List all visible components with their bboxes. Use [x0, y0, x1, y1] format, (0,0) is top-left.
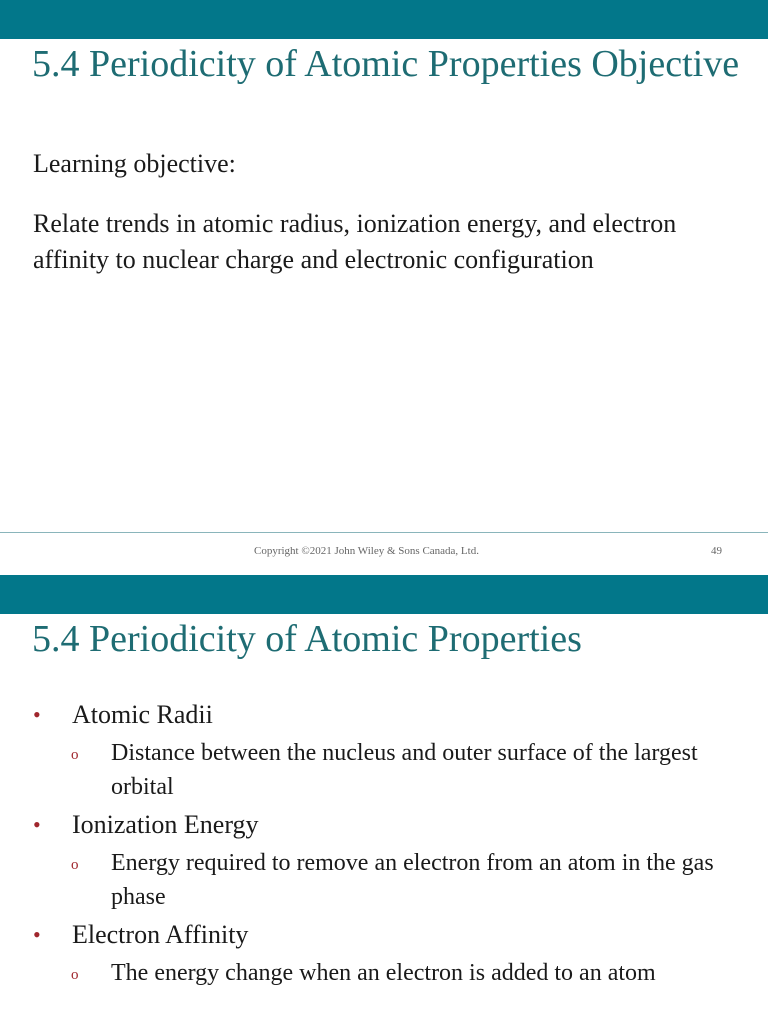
sub-bullet-text: Energy required to remove an electron from an atom in the gas phase: [111, 850, 714, 910]
sub-bullet-marker-icon: o: [71, 967, 79, 983]
slide-title: 5.4 Periodicity of Atomic Properties Objective: [32, 43, 740, 85]
bullet-marker-icon: •: [33, 922, 41, 947]
sub-bullet-marker-icon: o: [71, 747, 79, 763]
bullet-label: Electron Affinity: [72, 920, 249, 949]
objective-label: Learning objective:: [33, 149, 236, 178]
objective-text: Relate trends in atomic radius, ionization energy, and electron affinity to nuclear charge and electronic configuration: [33, 209, 677, 274]
bullet-marker-icon: •: [33, 702, 41, 727]
sub-item-atomic-radii-definition: [0, 736, 768, 804]
page-separator: [0, 560, 768, 575]
bullet-label: Ionization Energy: [72, 810, 259, 839]
bullet-list: [0, 698, 768, 994]
bullet-item-atomic-radii: [0, 698, 768, 732]
sub-bullet-text: Distance between the nucleus and outer surface of the largest orbital: [111, 740, 698, 800]
sub-item-electron-affinity-definition: [0, 956, 768, 990]
copyright-notice: Copyright ©2021 John Wiley & Sons Canada, Ltd.: [254, 545, 479, 557]
footer-divider: [0, 532, 768, 533]
slide-title: 5.4 Periodicity of Atomic Properties: [32, 618, 582, 660]
slide-header-bar: [0, 0, 768, 39]
sub-bullet-text: The energy change when an electron is added to an atom: [111, 960, 656, 986]
bullet-marker-icon: •: [33, 812, 41, 837]
slide-header-bar: [0, 575, 768, 614]
slide-periodicity: [0, 575, 768, 1024]
bullet-item-ionization-energy: [0, 808, 768, 842]
bullet-item-electron-affinity: [0, 918, 768, 952]
sub-bullet-marker-icon: o: [71, 857, 79, 873]
page-number: 49: [711, 545, 722, 557]
bullet-label: Atomic Radii: [72, 700, 213, 729]
sub-item-ionization-energy-definition: [0, 846, 768, 914]
